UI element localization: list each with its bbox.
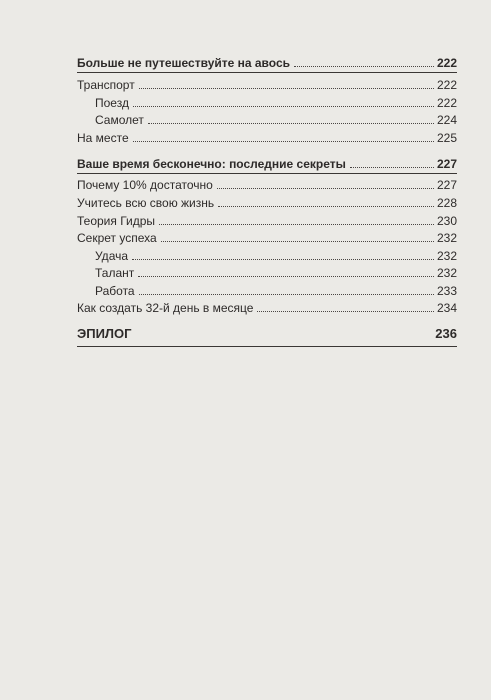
toc-entry xyxy=(77,301,457,315)
toc-section-heading xyxy=(77,56,457,70)
dot-leader xyxy=(148,123,434,124)
toc-page-number: 230 xyxy=(436,214,457,228)
dot-leader xyxy=(218,206,434,207)
dot-leader xyxy=(350,167,434,168)
toc-page-number: 234 xyxy=(436,301,457,315)
toc-entry xyxy=(77,214,457,228)
epilog-title: ЭПИЛОГ xyxy=(77,326,132,341)
section-rule xyxy=(77,173,457,174)
toc-entry xyxy=(77,196,457,210)
dot-leader xyxy=(217,188,434,189)
toc-title: Удача xyxy=(95,249,129,263)
dot-leader xyxy=(139,294,434,295)
toc-page-number: 224 xyxy=(436,113,457,127)
toc-title: Секрет успеха xyxy=(77,231,157,245)
toc-page-number: 233 xyxy=(436,284,457,298)
toc-subentry xyxy=(95,266,457,280)
toc-title: Почему 10% достаточно xyxy=(77,178,213,192)
toc-entry xyxy=(77,231,457,245)
toc-entry xyxy=(77,131,457,145)
toc-epilog xyxy=(77,326,457,341)
toc-page-number: 232 xyxy=(436,231,457,245)
toc-page-number: 228 xyxy=(436,196,457,210)
toc-title: Самолет xyxy=(95,113,144,127)
toc-subentry xyxy=(95,113,457,127)
toc-subentry xyxy=(95,96,457,110)
toc-page-number: 222 xyxy=(436,56,457,70)
toc-title: Ваше время бесконечно: последние секреты xyxy=(77,157,346,171)
toc-page-number: 232 xyxy=(436,266,457,280)
toc-page-number: 225 xyxy=(436,131,457,145)
toc-title: На месте xyxy=(77,131,129,145)
dot-leader xyxy=(159,224,434,225)
toc-title: Учитесь всю свою жизнь xyxy=(77,196,215,210)
toc-page-number: 227 xyxy=(436,157,457,171)
toc-page-number: 222 xyxy=(436,78,457,92)
dot-leader xyxy=(294,66,434,67)
dot-leader xyxy=(257,311,434,312)
dot-leader xyxy=(132,259,434,260)
toc-title: Теория Гидры xyxy=(77,214,156,228)
toc-page-number: 232 xyxy=(436,249,457,263)
toc-title: Больше не путешествуйте на авось xyxy=(77,56,290,70)
dot-leader xyxy=(161,241,434,242)
toc-title: Работа xyxy=(95,284,135,298)
toc-page-number: 227 xyxy=(436,178,457,192)
dot-leader xyxy=(138,276,434,277)
toc-title: Как создать 32-й день в месяце xyxy=(77,301,254,315)
epilog-page-number: 236 xyxy=(435,326,457,341)
toc-page-number: 222 xyxy=(436,96,457,110)
toc-subentry xyxy=(95,284,457,298)
toc-title: Талант xyxy=(95,266,135,280)
toc-title: Поезд xyxy=(95,96,129,110)
section-rule xyxy=(77,72,457,73)
dot-leader xyxy=(133,141,434,142)
toc-entry xyxy=(77,78,457,92)
dot-leader xyxy=(133,106,434,107)
toc-entry xyxy=(77,178,457,192)
toc-section-heading xyxy=(77,157,457,171)
epilog-rule xyxy=(77,346,457,347)
toc-subentry xyxy=(95,249,457,263)
dot-leader xyxy=(139,88,434,89)
toc-title: Транспорт xyxy=(77,78,135,92)
